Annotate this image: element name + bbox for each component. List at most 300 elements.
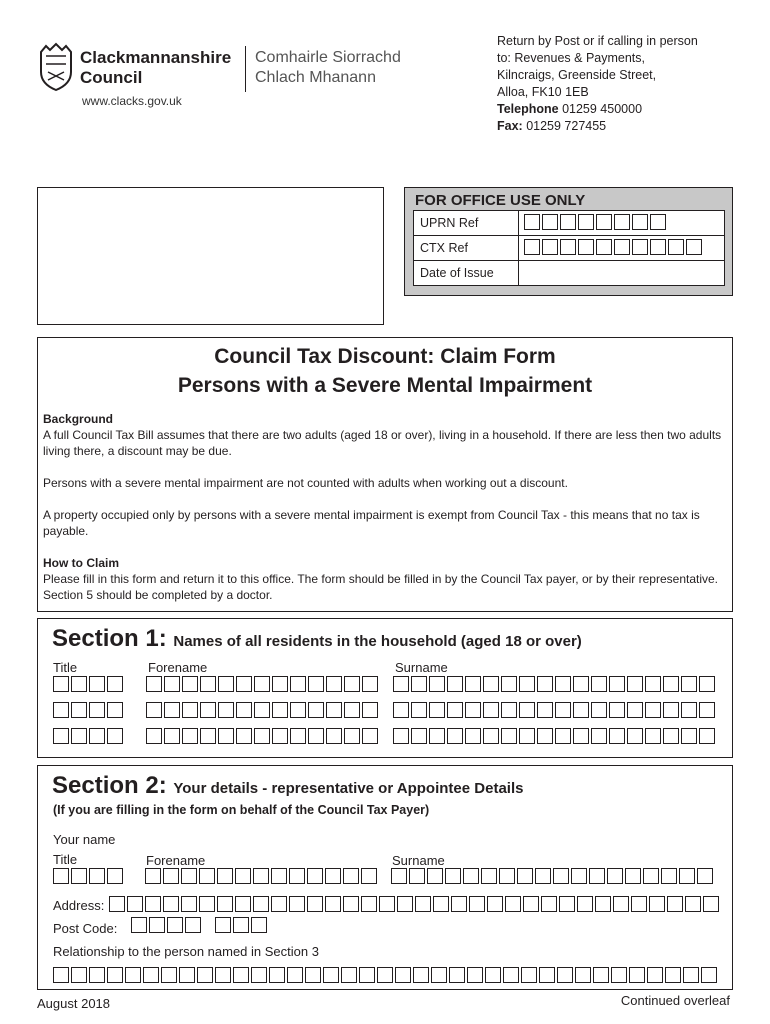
char-box[interactable] <box>609 728 625 744</box>
char-box[interactable] <box>107 702 123 718</box>
char-box[interactable] <box>487 896 503 912</box>
char-box[interactable] <box>686 239 702 255</box>
char-box[interactable] <box>537 728 553 744</box>
char-box[interactable] <box>131 917 147 933</box>
char-box[interactable] <box>611 967 627 983</box>
char-box[interactable] <box>254 702 270 718</box>
char-box[interactable] <box>323 967 339 983</box>
char-box[interactable] <box>89 967 105 983</box>
char-box[interactable] <box>271 868 287 884</box>
char-box[interactable] <box>596 214 612 230</box>
char-box[interactable] <box>167 917 183 933</box>
s1-row3-forename-boxes[interactable] <box>146 728 380 744</box>
char-box[interactable] <box>595 896 611 912</box>
char-box[interactable] <box>539 967 555 983</box>
char-box[interactable] <box>307 896 323 912</box>
char-box[interactable] <box>517 868 533 884</box>
address-label: Address: <box>53 898 105 913</box>
char-box[interactable] <box>571 868 587 884</box>
char-box[interactable] <box>393 676 409 692</box>
uprn-row <box>414 211 724 236</box>
ctx-boxes[interactable] <box>524 239 704 255</box>
char-box[interactable] <box>344 676 360 692</box>
char-box[interactable] <box>593 967 609 983</box>
telephone-number: 01259 450000 <box>562 102 643 116</box>
s1-row3-title-boxes[interactable] <box>53 728 125 744</box>
char-box[interactable] <box>609 702 625 718</box>
postcode-boxes-part2[interactable] <box>215 917 269 933</box>
char-box[interactable] <box>591 728 607 744</box>
char-box[interactable] <box>557 967 573 983</box>
char-box[interactable] <box>89 868 105 884</box>
char-box[interactable] <box>71 728 87 744</box>
char-box[interactable] <box>53 967 69 983</box>
char-box[interactable] <box>107 728 123 744</box>
char-box[interactable] <box>483 702 499 718</box>
char-box[interactable] <box>233 917 249 933</box>
char-box[interactable] <box>573 702 589 718</box>
char-box[interactable] <box>185 917 201 933</box>
char-box[interactable] <box>483 676 499 692</box>
continued-overleaf: Continued overleaf <box>620 993 730 1008</box>
char-box[interactable] <box>499 868 515 884</box>
uprn-boxes[interactable] <box>524 214 668 230</box>
char-box[interactable] <box>663 676 679 692</box>
char-box[interactable] <box>71 967 87 983</box>
char-box[interactable] <box>344 702 360 718</box>
char-box[interactable] <box>272 702 288 718</box>
address-window <box>37 187 384 325</box>
char-box[interactable] <box>344 728 360 744</box>
gaelic-name-line1: Comhairle Siorrachd <box>255 49 401 66</box>
section2-subheading: Your details - representative or Appointee Details <box>173 780 524 797</box>
char-box[interactable] <box>627 702 643 718</box>
char-box[interactable] <box>596 239 612 255</box>
char-box[interactable] <box>233 967 249 983</box>
s1-row2-surname-boxes[interactable] <box>393 702 717 718</box>
char-box[interactable] <box>577 896 593 912</box>
char-box[interactable] <box>699 676 715 692</box>
char-box[interactable] <box>397 896 413 912</box>
char-box[interactable] <box>667 896 683 912</box>
char-box[interactable] <box>379 896 395 912</box>
char-box[interactable] <box>609 676 625 692</box>
char-box[interactable] <box>645 728 661 744</box>
char-box[interactable] <box>163 868 179 884</box>
char-box[interactable] <box>361 868 377 884</box>
char-box[interactable] <box>469 896 485 912</box>
char-box[interactable] <box>217 896 233 912</box>
char-box[interactable] <box>519 702 535 718</box>
char-box[interactable] <box>523 896 539 912</box>
s2-title-boxes[interactable] <box>53 868 125 884</box>
telephone-label: Telephone <box>497 102 559 116</box>
char-box[interactable] <box>71 868 87 884</box>
char-box[interactable] <box>179 967 195 983</box>
s1-row1-forename-boxes[interactable] <box>146 676 380 692</box>
char-box[interactable] <box>685 896 701 912</box>
char-box[interactable] <box>362 676 378 692</box>
char-box[interactable] <box>53 868 69 884</box>
char-box[interactable] <box>325 896 341 912</box>
char-box[interactable] <box>553 868 569 884</box>
char-box[interactable] <box>555 728 571 744</box>
char-box[interactable] <box>501 676 517 692</box>
char-box[interactable] <box>665 967 681 983</box>
s1-surname-label: Surname <box>395 660 448 675</box>
char-box[interactable] <box>199 896 215 912</box>
char-box[interactable] <box>200 728 216 744</box>
return-line2: to: Revenues & Payments, <box>497 51 645 65</box>
section2-heading: Section 2: <box>52 772 167 799</box>
s1-row1-surname-boxes[interactable] <box>393 676 717 692</box>
char-box[interactable] <box>143 967 159 983</box>
char-box[interactable] <box>607 868 623 884</box>
char-box[interactable] <box>411 728 427 744</box>
char-box[interactable] <box>681 676 697 692</box>
char-box[interactable] <box>542 214 558 230</box>
char-box[interactable] <box>589 868 605 884</box>
char-box[interactable] <box>289 868 305 884</box>
fax-number: 01259 727455 <box>526 119 607 133</box>
char-box[interactable] <box>251 967 267 983</box>
char-box[interactable] <box>236 676 252 692</box>
s1-forename-label: Forename <box>148 660 208 675</box>
char-box[interactable] <box>632 239 648 255</box>
return-line1: Return by Post or if calling in person <box>497 34 698 48</box>
char-box[interactable] <box>447 676 463 692</box>
char-box[interactable] <box>182 676 198 692</box>
website: www.clacks.gov.uk <box>82 94 182 108</box>
char-box[interactable] <box>326 676 342 692</box>
char-box[interactable] <box>200 676 216 692</box>
return-address <box>497 33 698 135</box>
char-box[interactable] <box>287 967 303 983</box>
char-box[interactable] <box>236 702 252 718</box>
char-box[interactable] <box>429 676 445 692</box>
char-box[interactable] <box>71 676 87 692</box>
footer-date: August 2018 <box>37 996 111 1011</box>
char-box[interactable] <box>393 702 409 718</box>
char-box[interactable] <box>145 868 161 884</box>
section1-panel <box>37 618 733 758</box>
char-box[interactable] <box>341 967 357 983</box>
char-box[interactable] <box>679 868 695 884</box>
char-box[interactable] <box>614 239 630 255</box>
char-box[interactable] <box>521 967 537 983</box>
char-box[interactable] <box>218 702 234 718</box>
section1-heading: Section 1: <box>52 625 167 652</box>
char-box[interactable] <box>699 728 715 744</box>
char-box[interactable] <box>433 896 449 912</box>
char-box[interactable] <box>681 702 697 718</box>
char-box[interactable] <box>485 967 501 983</box>
char-box[interactable] <box>629 967 645 983</box>
char-box[interactable] <box>272 728 288 744</box>
char-box[interactable] <box>290 702 306 718</box>
char-box[interactable] <box>361 896 377 912</box>
form-title-line1: Council Tax Discount: Claim Form <box>214 345 556 368</box>
char-box[interactable] <box>415 896 431 912</box>
char-box[interactable] <box>53 728 69 744</box>
uprn-label: UPRN Ref <box>414 211 519 235</box>
char-box[interactable] <box>703 896 719 912</box>
char-box[interactable] <box>125 967 141 983</box>
char-box[interactable] <box>359 967 375 983</box>
section2-note: (If you are filling in the form on behalf of the Council Tax Payer) <box>53 803 430 817</box>
postcode-boxes-part1[interactable] <box>131 917 203 933</box>
char-box[interactable] <box>591 676 607 692</box>
char-box[interactable] <box>149 917 165 933</box>
char-box[interactable] <box>647 967 663 983</box>
char-box[interactable] <box>269 967 285 983</box>
char-box[interactable] <box>71 702 87 718</box>
char-box[interactable] <box>465 728 481 744</box>
char-box[interactable] <box>447 728 463 744</box>
char-box[interactable] <box>235 896 251 912</box>
char-box[interactable] <box>200 702 216 718</box>
char-box[interactable] <box>555 702 571 718</box>
char-box[interactable] <box>254 676 270 692</box>
char-box[interactable] <box>53 676 69 692</box>
char-box[interactable] <box>560 239 576 255</box>
ctx-row <box>414 236 724 261</box>
section2-panel <box>37 765 733 990</box>
char-box[interactable] <box>643 868 659 884</box>
char-box[interactable] <box>146 676 162 692</box>
char-box[interactable] <box>181 896 197 912</box>
char-box[interactable] <box>631 896 647 912</box>
char-box[interactable] <box>427 868 443 884</box>
char-box[interactable] <box>541 896 557 912</box>
s1-row2-forename-boxes[interactable] <box>146 702 380 718</box>
char-box[interactable] <box>449 967 465 983</box>
char-box[interactable] <box>251 917 267 933</box>
char-box[interactable] <box>465 676 481 692</box>
char-box[interactable] <box>182 702 198 718</box>
char-box[interactable] <box>613 896 629 912</box>
char-box[interactable] <box>650 214 666 230</box>
s1-title-label: Title <box>53 660 78 675</box>
char-box[interactable] <box>445 868 461 884</box>
char-box[interactable] <box>326 702 342 718</box>
char-box[interactable] <box>163 896 179 912</box>
char-box[interactable] <box>591 702 607 718</box>
char-box[interactable] <box>451 896 467 912</box>
char-box[interactable] <box>326 728 342 744</box>
char-box[interactable] <box>343 868 359 884</box>
char-box[interactable] <box>575 967 591 983</box>
how-to-claim-heading: How to Claim <box>43 556 120 570</box>
char-box[interactable] <box>560 214 576 230</box>
char-box[interactable] <box>308 676 324 692</box>
char-box[interactable] <box>161 967 177 983</box>
char-box[interactable] <box>627 676 643 692</box>
char-box[interactable] <box>289 896 305 912</box>
background-heading: Background <box>43 412 114 426</box>
char-box[interactable] <box>649 896 665 912</box>
char-box[interactable] <box>559 896 575 912</box>
s1-row2-title-boxes[interactable] <box>53 702 125 718</box>
char-box[interactable] <box>537 676 553 692</box>
char-box[interactable] <box>218 676 234 692</box>
char-box[interactable] <box>146 702 162 718</box>
char-box[interactable] <box>501 702 517 718</box>
char-box[interactable] <box>254 728 270 744</box>
relationship-boxes[interactable] <box>53 967 719 983</box>
char-box[interactable] <box>535 868 551 884</box>
char-box[interactable] <box>463 868 479 884</box>
form-title-line2: Persons with a Severe Mental Impairment <box>177 374 593 397</box>
char-box[interactable] <box>411 676 427 692</box>
char-box[interactable] <box>53 702 69 718</box>
char-box[interactable] <box>127 896 143 912</box>
char-box[interactable] <box>650 239 666 255</box>
char-box[interactable] <box>89 728 105 744</box>
char-box[interactable] <box>164 728 180 744</box>
char-box[interactable] <box>362 702 378 718</box>
char-box[interactable] <box>362 728 378 744</box>
char-box[interactable] <box>253 896 269 912</box>
char-box[interactable] <box>537 702 553 718</box>
char-box[interactable] <box>393 728 409 744</box>
char-box[interactable] <box>109 896 125 912</box>
char-box[interactable] <box>215 917 231 933</box>
char-box[interactable] <box>501 728 517 744</box>
fax-label: Fax: <box>497 119 523 133</box>
char-box[interactable] <box>391 868 407 884</box>
char-box[interactable] <box>411 702 427 718</box>
char-box[interactable] <box>413 967 429 983</box>
s2-title-label: Title <box>53 852 78 867</box>
char-box[interactable] <box>701 967 717 983</box>
your-name-label: Your name <box>53 832 116 847</box>
council-name-line2: Council <box>80 68 143 87</box>
char-box[interactable] <box>181 868 197 884</box>
char-box[interactable] <box>236 728 252 744</box>
char-box[interactable] <box>164 702 180 718</box>
char-box[interactable] <box>89 676 105 692</box>
char-box[interactable] <box>307 868 323 884</box>
char-box[interactable] <box>235 868 251 884</box>
char-box[interactable] <box>483 728 499 744</box>
char-box[interactable] <box>253 868 269 884</box>
char-box[interactable] <box>573 676 589 692</box>
intro-panel <box>37 337 733 612</box>
char-box[interactable] <box>645 702 661 718</box>
char-box[interactable] <box>503 967 519 983</box>
background-para2: Persons with a severe mental impairment are not counted with adults when working out a discount. <box>43 476 568 490</box>
char-box[interactable] <box>519 676 535 692</box>
char-box[interactable] <box>668 239 684 255</box>
relationship-label: Relationship to the person named in Section 3 <box>53 944 319 959</box>
char-box[interactable] <box>343 896 359 912</box>
council-logo <box>38 42 74 92</box>
logo-divider <box>245 46 246 92</box>
char-box[interactable] <box>146 728 162 744</box>
char-box[interactable] <box>429 702 445 718</box>
return-line4: Alloa, FK10 1EB <box>497 85 589 99</box>
char-box[interactable] <box>197 967 213 983</box>
char-box[interactable] <box>395 967 411 983</box>
char-box[interactable] <box>107 676 123 692</box>
office-use-panel <box>404 187 733 296</box>
char-box[interactable] <box>107 967 123 983</box>
crest-icon <box>38 42 74 92</box>
char-box[interactable] <box>627 728 643 744</box>
char-box[interactable] <box>519 728 535 744</box>
char-box[interactable] <box>697 868 713 884</box>
char-box[interactable] <box>573 728 589 744</box>
char-box[interactable] <box>524 214 540 230</box>
char-box[interactable] <box>271 896 287 912</box>
char-box[interactable] <box>524 239 540 255</box>
char-box[interactable] <box>625 868 641 884</box>
char-box[interactable] <box>681 728 697 744</box>
char-box[interactable] <box>465 702 481 718</box>
char-box[interactable] <box>632 214 648 230</box>
char-box[interactable] <box>699 702 715 718</box>
char-box[interactable] <box>578 214 594 230</box>
char-box[interactable] <box>89 702 105 718</box>
char-box[interactable] <box>164 676 180 692</box>
char-box[interactable] <box>429 728 445 744</box>
char-box[interactable] <box>481 868 497 884</box>
char-box[interactable] <box>182 728 198 744</box>
char-box[interactable] <box>578 239 594 255</box>
char-box[interactable] <box>663 702 679 718</box>
char-box[interactable] <box>107 868 123 884</box>
s1-row1-title-boxes[interactable] <box>53 676 125 692</box>
s2-forename-boxes[interactable] <box>145 868 379 884</box>
char-box[interactable] <box>217 868 233 884</box>
background-para3: A property occupied only by persons with a severe mental impairment is exempt from Council Tax - this means that no tax is payable. <box>43 508 700 538</box>
s2-surname-label: Surname <box>392 853 445 868</box>
char-box[interactable] <box>447 702 463 718</box>
char-box[interactable] <box>290 728 306 744</box>
char-box[interactable] <box>614 214 630 230</box>
char-box[interactable] <box>683 967 699 983</box>
char-box[interactable] <box>542 239 558 255</box>
char-box[interactable] <box>505 896 521 912</box>
char-box[interactable] <box>308 702 324 718</box>
char-box[interactable] <box>645 676 661 692</box>
char-box[interactable] <box>290 676 306 692</box>
char-box[interactable] <box>409 868 425 884</box>
char-box[interactable] <box>555 676 571 692</box>
s1-row3-surname-boxes[interactable] <box>393 728 717 744</box>
char-box[interactable] <box>325 868 341 884</box>
char-box[interactable] <box>145 896 161 912</box>
s2-forename-label: Forename <box>146 853 206 868</box>
char-box[interactable] <box>199 868 215 884</box>
char-box[interactable] <box>218 728 234 744</box>
char-box[interactable] <box>272 676 288 692</box>
s2-surname-boxes[interactable] <box>391 868 715 884</box>
char-box[interactable] <box>431 967 447 983</box>
char-box[interactable] <box>305 967 321 983</box>
char-box[interactable] <box>308 728 324 744</box>
char-box[interactable] <box>661 868 677 884</box>
council-name-line1: Clackmannanshire <box>80 48 232 67</box>
postcode-label: Post Code: <box>53 921 118 936</box>
date-row <box>414 261 724 285</box>
char-box[interactable] <box>467 967 483 983</box>
address-boxes[interactable] <box>109 896 721 912</box>
char-box[interactable] <box>215 967 231 983</box>
char-box[interactable] <box>663 728 679 744</box>
char-box[interactable] <box>377 967 393 983</box>
